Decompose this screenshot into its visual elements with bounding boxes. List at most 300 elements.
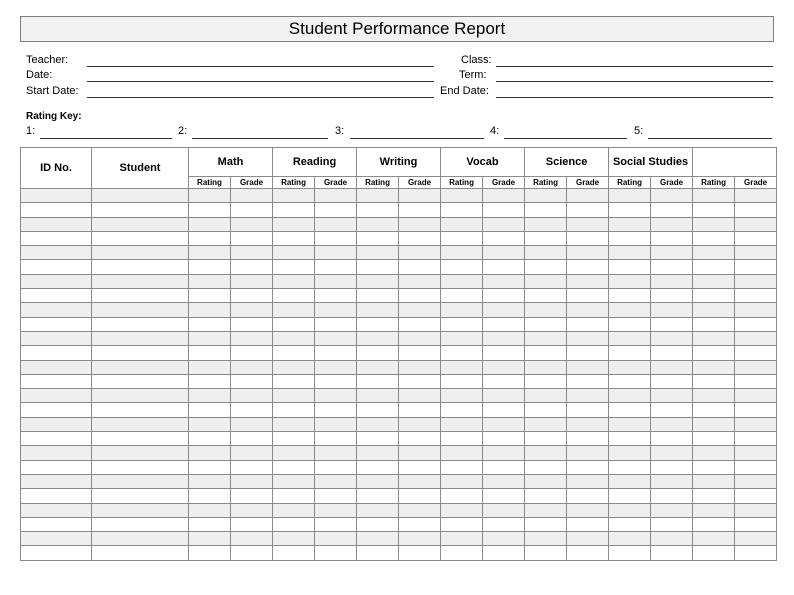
grade-cell[interactable] bbox=[651, 446, 693, 460]
grade-cell[interactable] bbox=[567, 474, 609, 488]
rating-cell[interactable] bbox=[441, 203, 483, 217]
grade-cell[interactable] bbox=[651, 346, 693, 360]
rating-cell[interactable] bbox=[273, 217, 315, 231]
rating-cell[interactable] bbox=[357, 532, 399, 546]
rating-cell[interactable] bbox=[273, 303, 315, 317]
rating-cell[interactable] bbox=[189, 331, 231, 345]
grade-cell[interactable] bbox=[567, 274, 609, 288]
rating-cell[interactable] bbox=[609, 203, 651, 217]
id-cell[interactable] bbox=[21, 403, 92, 417]
grade-cell[interactable] bbox=[567, 360, 609, 374]
rating-cell[interactable] bbox=[525, 517, 567, 531]
grade-cell[interactable] bbox=[735, 417, 777, 431]
rating-cell[interactable] bbox=[609, 403, 651, 417]
grade-cell[interactable] bbox=[399, 532, 441, 546]
grade-cell[interactable] bbox=[399, 389, 441, 403]
grade-cell[interactable] bbox=[651, 260, 693, 274]
rating-cell[interactable] bbox=[525, 474, 567, 488]
grade-cell[interactable] bbox=[567, 546, 609, 560]
grade-cell[interactable] bbox=[315, 360, 357, 374]
grade-cell[interactable] bbox=[315, 546, 357, 560]
student-cell[interactable] bbox=[92, 346, 189, 360]
grade-cell[interactable] bbox=[231, 274, 273, 288]
rating-cell[interactable] bbox=[189, 403, 231, 417]
grade-cell[interactable] bbox=[483, 474, 525, 488]
student-cell[interactable] bbox=[92, 303, 189, 317]
grade-cell[interactable] bbox=[483, 260, 525, 274]
rating-cell[interactable] bbox=[693, 374, 735, 388]
rating-cell[interactable] bbox=[357, 489, 399, 503]
id-cell[interactable] bbox=[21, 260, 92, 274]
grade-cell[interactable] bbox=[315, 532, 357, 546]
rating-cell[interactable] bbox=[189, 374, 231, 388]
grade-cell[interactable] bbox=[483, 246, 525, 260]
grade-cell[interactable] bbox=[651, 231, 693, 245]
rating-cell[interactable] bbox=[273, 331, 315, 345]
grade-cell[interactable] bbox=[231, 532, 273, 546]
grade-cell[interactable] bbox=[483, 503, 525, 517]
grade-cell[interactable] bbox=[483, 203, 525, 217]
id-cell[interactable] bbox=[21, 432, 92, 446]
rating-cell[interactable] bbox=[357, 331, 399, 345]
rating-cell[interactable] bbox=[693, 274, 735, 288]
rating-cell[interactable] bbox=[189, 446, 231, 460]
rating-cell[interactable] bbox=[441, 374, 483, 388]
rating-cell[interactable] bbox=[273, 246, 315, 260]
rating-cell[interactable] bbox=[441, 532, 483, 546]
id-cell[interactable] bbox=[21, 460, 92, 474]
rating-cell[interactable] bbox=[441, 474, 483, 488]
id-cell[interactable] bbox=[21, 489, 92, 503]
rating-cell[interactable] bbox=[441, 432, 483, 446]
grade-cell[interactable] bbox=[567, 217, 609, 231]
grade-cell[interactable] bbox=[651, 389, 693, 403]
grade-cell[interactable] bbox=[735, 432, 777, 446]
grade-cell[interactable] bbox=[567, 460, 609, 474]
rating-cell[interactable] bbox=[693, 317, 735, 331]
grade-cell[interactable] bbox=[399, 446, 441, 460]
rating-cell[interactable] bbox=[525, 532, 567, 546]
rating-key-3-field[interactable] bbox=[350, 138, 484, 139]
rating-cell[interactable] bbox=[441, 517, 483, 531]
student-cell[interactable] bbox=[92, 389, 189, 403]
rating-cell[interactable] bbox=[525, 317, 567, 331]
grade-cell[interactable] bbox=[399, 189, 441, 203]
grade-cell[interactable] bbox=[483, 231, 525, 245]
student-cell[interactable] bbox=[92, 546, 189, 560]
grade-cell[interactable] bbox=[483, 217, 525, 231]
grade-cell[interactable] bbox=[399, 474, 441, 488]
rating-cell[interactable] bbox=[273, 432, 315, 446]
grade-cell[interactable] bbox=[315, 303, 357, 317]
grade-cell[interactable] bbox=[315, 503, 357, 517]
rating-cell[interactable] bbox=[693, 460, 735, 474]
rating-cell[interactable] bbox=[273, 189, 315, 203]
rating-cell[interactable] bbox=[441, 460, 483, 474]
grade-cell[interactable] bbox=[651, 460, 693, 474]
rating-cell[interactable] bbox=[357, 403, 399, 417]
id-cell[interactable] bbox=[21, 474, 92, 488]
rating-cell[interactable] bbox=[357, 389, 399, 403]
rating-cell[interactable] bbox=[441, 389, 483, 403]
rating-cell[interactable] bbox=[609, 503, 651, 517]
grade-cell[interactable] bbox=[735, 346, 777, 360]
grade-cell[interactable] bbox=[735, 489, 777, 503]
grade-cell[interactable] bbox=[651, 217, 693, 231]
grade-cell[interactable] bbox=[735, 260, 777, 274]
rating-cell[interactable] bbox=[609, 417, 651, 431]
grade-cell[interactable] bbox=[399, 403, 441, 417]
student-cell[interactable] bbox=[92, 331, 189, 345]
rating-cell[interactable] bbox=[357, 432, 399, 446]
rating-cell[interactable] bbox=[189, 532, 231, 546]
rating-cell[interactable] bbox=[525, 303, 567, 317]
grade-cell[interactable] bbox=[735, 474, 777, 488]
rating-cell[interactable] bbox=[441, 289, 483, 303]
grade-cell[interactable] bbox=[315, 446, 357, 460]
grade-cell[interactable] bbox=[567, 346, 609, 360]
grade-cell[interactable] bbox=[231, 246, 273, 260]
rating-cell[interactable] bbox=[357, 317, 399, 331]
grade-cell[interactable] bbox=[315, 274, 357, 288]
grade-cell[interactable] bbox=[315, 389, 357, 403]
rating-cell[interactable] bbox=[609, 317, 651, 331]
rating-cell[interactable] bbox=[525, 460, 567, 474]
student-cell[interactable] bbox=[92, 474, 189, 488]
id-cell[interactable] bbox=[21, 346, 92, 360]
grade-cell[interactable] bbox=[315, 403, 357, 417]
grade-cell[interactable] bbox=[651, 189, 693, 203]
grade-cell[interactable] bbox=[735, 289, 777, 303]
grade-cell[interactable] bbox=[651, 417, 693, 431]
rating-cell[interactable] bbox=[525, 246, 567, 260]
rating-cell[interactable] bbox=[273, 203, 315, 217]
grade-cell[interactable] bbox=[735, 331, 777, 345]
rating-key-4-field[interactable] bbox=[504, 138, 627, 139]
grade-cell[interactable] bbox=[483, 303, 525, 317]
rating-cell[interactable] bbox=[609, 217, 651, 231]
rating-cell[interactable] bbox=[189, 489, 231, 503]
rating-cell[interactable] bbox=[273, 374, 315, 388]
rating-cell[interactable] bbox=[189, 260, 231, 274]
grade-cell[interactable] bbox=[567, 231, 609, 245]
grade-cell[interactable] bbox=[231, 503, 273, 517]
rating-cell[interactable] bbox=[357, 474, 399, 488]
rating-cell[interactable] bbox=[357, 446, 399, 460]
rating-cell[interactable] bbox=[693, 432, 735, 446]
student-cell[interactable] bbox=[92, 317, 189, 331]
rating-cell[interactable] bbox=[189, 360, 231, 374]
rating-cell[interactable] bbox=[609, 517, 651, 531]
grade-cell[interactable] bbox=[315, 331, 357, 345]
rating-cell[interactable] bbox=[189, 389, 231, 403]
grade-cell[interactable] bbox=[399, 546, 441, 560]
grade-cell[interactable] bbox=[735, 389, 777, 403]
grade-cell[interactable] bbox=[567, 417, 609, 431]
rating-cell[interactable] bbox=[357, 374, 399, 388]
rating-cell[interactable] bbox=[609, 460, 651, 474]
rating-cell[interactable] bbox=[441, 246, 483, 260]
rating-cell[interactable] bbox=[357, 517, 399, 531]
rating-cell[interactable] bbox=[693, 389, 735, 403]
rating-cell[interactable] bbox=[357, 203, 399, 217]
rating-cell[interactable] bbox=[693, 189, 735, 203]
rating-cell[interactable] bbox=[525, 389, 567, 403]
grade-cell[interactable] bbox=[735, 189, 777, 203]
rating-cell[interactable] bbox=[273, 274, 315, 288]
grade-cell[interactable] bbox=[399, 503, 441, 517]
rating-cell[interactable] bbox=[609, 474, 651, 488]
rating-cell[interactable] bbox=[189, 460, 231, 474]
rating-key-2-field[interactable] bbox=[192, 138, 328, 139]
id-cell[interactable] bbox=[21, 274, 92, 288]
id-cell[interactable] bbox=[21, 217, 92, 231]
grade-cell[interactable] bbox=[483, 331, 525, 345]
grade-cell[interactable] bbox=[483, 289, 525, 303]
grade-cell[interactable] bbox=[735, 317, 777, 331]
grade-cell[interactable] bbox=[651, 517, 693, 531]
grade-cell[interactable] bbox=[315, 374, 357, 388]
rating-cell[interactable] bbox=[273, 260, 315, 274]
grade-cell[interactable] bbox=[651, 432, 693, 446]
rating-cell[interactable] bbox=[693, 331, 735, 345]
student-cell[interactable] bbox=[92, 374, 189, 388]
grade-cell[interactable] bbox=[231, 317, 273, 331]
grade-cell[interactable] bbox=[231, 432, 273, 446]
grade-cell[interactable] bbox=[399, 260, 441, 274]
rating-cell[interactable] bbox=[189, 217, 231, 231]
rating-cell[interactable] bbox=[357, 503, 399, 517]
grade-cell[interactable] bbox=[483, 532, 525, 546]
rating-cell[interactable] bbox=[189, 303, 231, 317]
grade-cell[interactable] bbox=[483, 446, 525, 460]
rating-cell[interactable] bbox=[189, 517, 231, 531]
grade-cell[interactable] bbox=[651, 246, 693, 260]
id-cell[interactable] bbox=[21, 231, 92, 245]
id-cell[interactable] bbox=[21, 389, 92, 403]
class-field[interactable] bbox=[496, 66, 773, 67]
id-cell[interactable] bbox=[21, 331, 92, 345]
grade-cell[interactable] bbox=[231, 189, 273, 203]
date-field[interactable] bbox=[87, 81, 434, 82]
rating-cell[interactable] bbox=[441, 446, 483, 460]
rating-cell[interactable] bbox=[609, 546, 651, 560]
student-cell[interactable] bbox=[92, 446, 189, 460]
grade-cell[interactable] bbox=[483, 274, 525, 288]
id-cell[interactable] bbox=[21, 317, 92, 331]
grade-cell[interactable] bbox=[315, 217, 357, 231]
rating-cell[interactable] bbox=[609, 432, 651, 446]
rating-cell[interactable] bbox=[357, 260, 399, 274]
student-cell[interactable] bbox=[92, 274, 189, 288]
student-cell[interactable] bbox=[92, 203, 189, 217]
grade-cell[interactable] bbox=[735, 374, 777, 388]
rating-cell[interactable] bbox=[609, 331, 651, 345]
rating-cell[interactable] bbox=[189, 417, 231, 431]
rating-cell[interactable] bbox=[441, 346, 483, 360]
rating-cell[interactable] bbox=[693, 532, 735, 546]
teacher-field[interactable] bbox=[87, 66, 434, 67]
subject-header-blank[interactable] bbox=[693, 148, 777, 177]
grade-cell[interactable] bbox=[231, 517, 273, 531]
student-cell[interactable] bbox=[92, 489, 189, 503]
rating-cell[interactable] bbox=[441, 503, 483, 517]
rating-cell[interactable] bbox=[693, 303, 735, 317]
grade-cell[interactable] bbox=[651, 274, 693, 288]
rating-cell[interactable] bbox=[273, 289, 315, 303]
id-cell[interactable] bbox=[21, 203, 92, 217]
grade-cell[interactable] bbox=[231, 546, 273, 560]
grade-cell[interactable] bbox=[315, 346, 357, 360]
rating-cell[interactable] bbox=[273, 517, 315, 531]
grade-cell[interactable] bbox=[651, 489, 693, 503]
rating-cell[interactable] bbox=[525, 331, 567, 345]
student-cell[interactable] bbox=[92, 246, 189, 260]
rating-cell[interactable] bbox=[609, 374, 651, 388]
rating-cell[interactable] bbox=[693, 203, 735, 217]
student-cell[interactable] bbox=[92, 217, 189, 231]
grade-cell[interactable] bbox=[315, 474, 357, 488]
rating-cell[interactable] bbox=[525, 260, 567, 274]
rating-cell[interactable] bbox=[189, 189, 231, 203]
rating-cell[interactable] bbox=[525, 231, 567, 245]
grade-cell[interactable] bbox=[651, 546, 693, 560]
grade-cell[interactable] bbox=[735, 360, 777, 374]
id-cell[interactable] bbox=[21, 517, 92, 531]
rating-cell[interactable] bbox=[693, 517, 735, 531]
rating-key-5-field[interactable] bbox=[648, 138, 772, 139]
grade-cell[interactable] bbox=[567, 331, 609, 345]
grade-cell[interactable] bbox=[399, 274, 441, 288]
grade-cell[interactable] bbox=[735, 217, 777, 231]
rating-cell[interactable] bbox=[609, 346, 651, 360]
id-cell[interactable] bbox=[21, 374, 92, 388]
grade-cell[interactable] bbox=[567, 389, 609, 403]
rating-cell[interactable] bbox=[189, 346, 231, 360]
rating-cell[interactable] bbox=[441, 231, 483, 245]
grade-cell[interactable] bbox=[651, 203, 693, 217]
student-cell[interactable] bbox=[92, 432, 189, 446]
rating-cell[interactable] bbox=[441, 489, 483, 503]
rating-cell[interactable] bbox=[609, 289, 651, 303]
rating-cell[interactable] bbox=[609, 446, 651, 460]
grade-cell[interactable] bbox=[735, 274, 777, 288]
grade-cell[interactable] bbox=[231, 446, 273, 460]
rating-cell[interactable] bbox=[693, 346, 735, 360]
student-cell[interactable] bbox=[92, 189, 189, 203]
rating-cell[interactable] bbox=[609, 489, 651, 503]
student-cell[interactable] bbox=[92, 289, 189, 303]
student-cell[interactable] bbox=[92, 460, 189, 474]
grade-cell[interactable] bbox=[651, 303, 693, 317]
grade-cell[interactable] bbox=[399, 317, 441, 331]
grade-cell[interactable] bbox=[651, 403, 693, 417]
grade-cell[interactable] bbox=[567, 489, 609, 503]
rating-cell[interactable] bbox=[189, 503, 231, 517]
grade-cell[interactable] bbox=[399, 360, 441, 374]
grade-cell[interactable] bbox=[231, 489, 273, 503]
grade-cell[interactable] bbox=[399, 231, 441, 245]
grade-cell[interactable] bbox=[483, 346, 525, 360]
rating-cell[interactable] bbox=[273, 446, 315, 460]
rating-cell[interactable] bbox=[693, 403, 735, 417]
grade-cell[interactable] bbox=[735, 446, 777, 460]
grade-cell[interactable] bbox=[231, 374, 273, 388]
grade-cell[interactable] bbox=[735, 460, 777, 474]
grade-cell[interactable] bbox=[567, 317, 609, 331]
term-field[interactable] bbox=[496, 81, 773, 82]
grade-cell[interactable] bbox=[399, 246, 441, 260]
grade-cell[interactable] bbox=[735, 231, 777, 245]
rating-cell[interactable] bbox=[441, 331, 483, 345]
grade-cell[interactable] bbox=[315, 289, 357, 303]
grade-cell[interactable] bbox=[651, 360, 693, 374]
rating-cell[interactable] bbox=[357, 246, 399, 260]
grade-cell[interactable] bbox=[399, 331, 441, 345]
rating-cell[interactable] bbox=[693, 246, 735, 260]
rating-cell[interactable] bbox=[441, 360, 483, 374]
rating-cell[interactable] bbox=[357, 274, 399, 288]
grade-cell[interactable] bbox=[231, 346, 273, 360]
grade-cell[interactable] bbox=[399, 432, 441, 446]
id-cell[interactable] bbox=[21, 417, 92, 431]
grade-cell[interactable] bbox=[483, 546, 525, 560]
rating-cell[interactable] bbox=[441, 274, 483, 288]
grade-cell[interactable] bbox=[567, 532, 609, 546]
grade-cell[interactable] bbox=[483, 317, 525, 331]
student-cell[interactable] bbox=[92, 532, 189, 546]
grade-cell[interactable] bbox=[735, 203, 777, 217]
rating-cell[interactable] bbox=[441, 189, 483, 203]
grade-cell[interactable] bbox=[315, 517, 357, 531]
rating-cell[interactable] bbox=[273, 546, 315, 560]
rating-cell[interactable] bbox=[693, 474, 735, 488]
grade-cell[interactable] bbox=[315, 489, 357, 503]
rating-cell[interactable] bbox=[525, 446, 567, 460]
rating-cell[interactable] bbox=[441, 260, 483, 274]
grade-cell[interactable] bbox=[315, 231, 357, 245]
grade-cell[interactable] bbox=[399, 460, 441, 474]
grade-cell[interactable] bbox=[567, 303, 609, 317]
id-cell[interactable] bbox=[21, 546, 92, 560]
grade-cell[interactable] bbox=[651, 317, 693, 331]
rating-cell[interactable] bbox=[609, 189, 651, 203]
rating-cell[interactable] bbox=[525, 360, 567, 374]
rating-cell[interactable] bbox=[273, 231, 315, 245]
grade-cell[interactable] bbox=[315, 189, 357, 203]
grade-cell[interactable] bbox=[735, 303, 777, 317]
end-date-field[interactable] bbox=[496, 97, 773, 98]
grade-cell[interactable] bbox=[399, 517, 441, 531]
rating-cell[interactable] bbox=[525, 503, 567, 517]
grade-cell[interactable] bbox=[231, 289, 273, 303]
rating-cell[interactable] bbox=[441, 303, 483, 317]
grade-cell[interactable] bbox=[483, 360, 525, 374]
grade-cell[interactable] bbox=[651, 331, 693, 345]
rating-cell[interactable] bbox=[525, 374, 567, 388]
rating-cell[interactable] bbox=[357, 289, 399, 303]
grade-cell[interactable] bbox=[231, 203, 273, 217]
grade-cell[interactable] bbox=[567, 503, 609, 517]
grade-cell[interactable] bbox=[315, 246, 357, 260]
rating-cell[interactable] bbox=[693, 289, 735, 303]
rating-cell[interactable] bbox=[357, 189, 399, 203]
student-cell[interactable] bbox=[92, 417, 189, 431]
grade-cell[interactable] bbox=[483, 432, 525, 446]
grade-cell[interactable] bbox=[483, 460, 525, 474]
rating-cell[interactable] bbox=[525, 417, 567, 431]
rating-cell[interactable] bbox=[525, 403, 567, 417]
